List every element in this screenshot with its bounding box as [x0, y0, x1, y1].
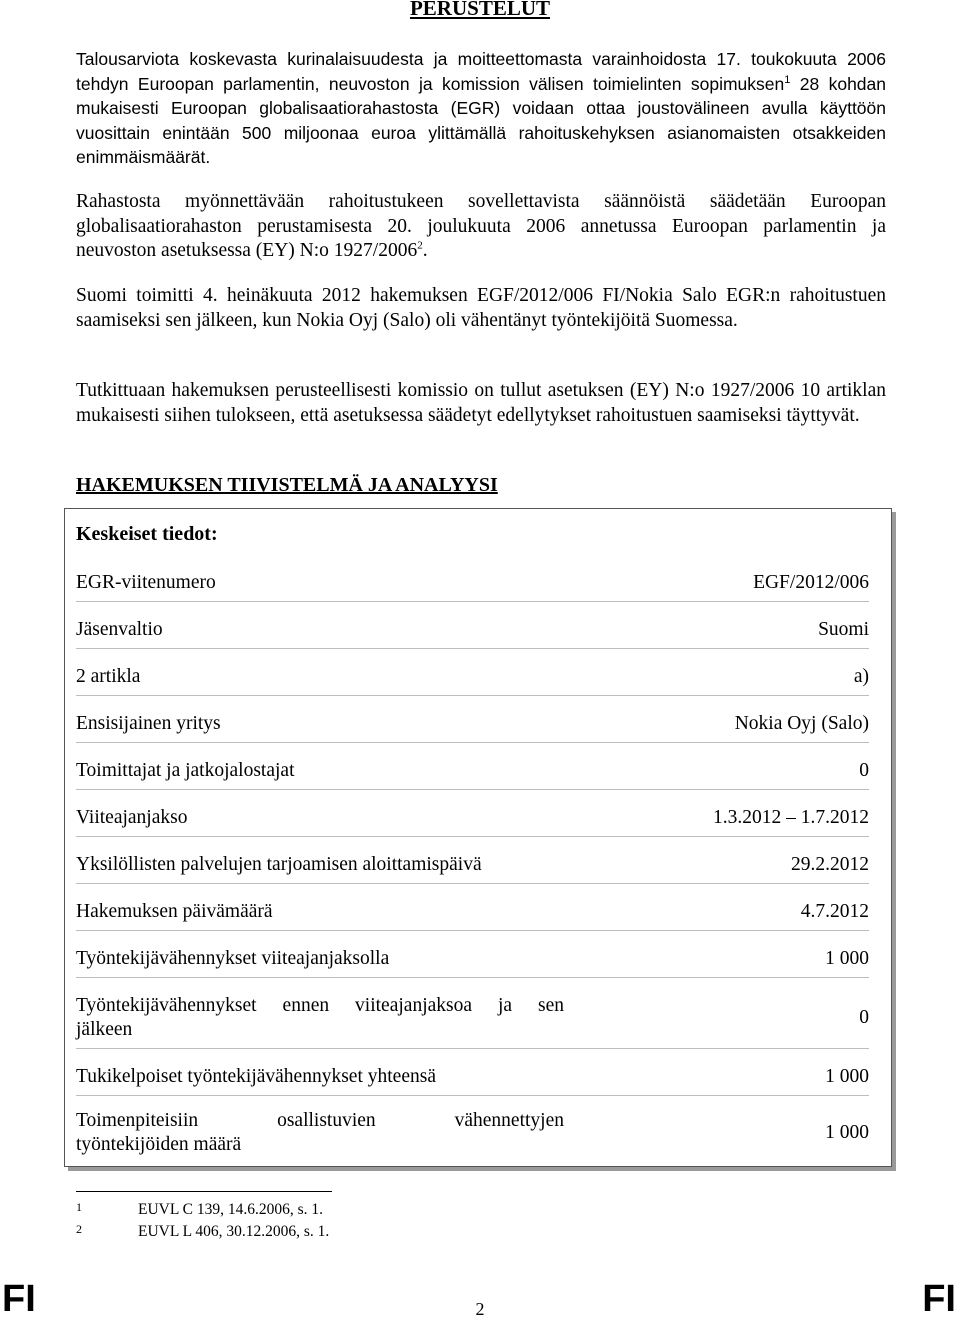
row-value: 29.2.2012: [791, 853, 869, 875]
paragraph-2: [76, 190, 886, 264]
row-value: 1 000: [825, 1121, 869, 1143]
key-info-table: [64, 508, 892, 1167]
table-title: Keskeiset tiedot:: [76, 523, 218, 545]
footnote-ref-2[interactable]: 2: [417, 239, 423, 252]
language-code-left: FI: [2, 1278, 36, 1320]
row-label-line-1: Työntekijävähennykset ennen viiteajanjaksoa ja sen: [76, 994, 564, 1016]
paragraph-2-text: Rahastosta myönnettävään rahoitustukeen sovellettavista säännöistä säädetään Euroopan globalisaatiorahaston perustamisesta 20. joulukuuta 2006 annetussa Euroopan parlamentin ja neuvoston asetuksessa (EY) N:o 1927/2006: [76, 191, 886, 261]
row-label: Työntekijävähennykset viiteajanjaksolla: [76, 947, 390, 969]
table-row: [76, 753, 869, 790]
footnote: [76, 1222, 329, 1241]
row-value: 4.7.2012: [800, 900, 869, 922]
footnote-separator: [76, 1191, 332, 1192]
section-title: HAKEMUKSEN TIIVISTELMÄ JA ANALYYSI: [76, 474, 498, 496]
paragraph-1-text-cont: 28 kohdan mukaisesti Euroopan globalisaatiorahastosta (EGR) voidaan ottaa joustovälineen avulla käyttöön vuosittain enintään 500 miljoonaa euroa ylittämällä rahoituskehyksen asianomaisten otsakkeiden enimmäismäärät.: [76, 73, 886, 167]
table-row: [76, 800, 869, 837]
row-label-line-2: työntekijöiden määrä: [76, 1134, 242, 1155]
table-row: [76, 847, 869, 884]
row-label: Tukikelpoiset työntekijävähennykset yhteensä: [76, 1065, 436, 1087]
paragraph-2-text-cont: .: [422, 240, 428, 261]
row-label: Jäsenvaltio: [76, 618, 163, 640]
table-row: [76, 565, 869, 602]
row-value: Suomi: [818, 618, 869, 640]
table-row: [76, 1059, 869, 1096]
table-row: [76, 1106, 869, 1160]
row-label: Hakemuksen päivämäärä: [76, 900, 273, 922]
paragraph-1-text: Talousarviota koskevasta kurinalaisuudesta ja moitteettomasta varainhoidosta 17. toukokuuta 2006 tehdyn Euroopan parlamentin, neuvoston ja komission välisen toimielinten sopimuksen: [76, 49, 886, 94]
table-row: [76, 988, 869, 1049]
row-label: Yksilöllisten palvelujen tarjoamisen aloittamispäivä: [76, 853, 482, 875]
row-value: 0: [859, 759, 869, 781]
footnote: [76, 1200, 323, 1219]
row-label: [76, 1109, 564, 1158]
paragraph-1: [76, 47, 886, 170]
footnote-text: EUVL L 406, 30.12.2006, s. 1.: [138, 1223, 330, 1240]
row-value: 0: [859, 1006, 869, 1028]
paragraph-3: Suomi toimitti 4. heinäkuuta 2012 hakemuksen EGF/2012/006 FI/Nokia Salo EGR:n rahoitustuen saamiseksi sen jälkeen, kun Nokia Oyj (Salo) oli vähentänyt työntekijöitä Suomessa.: [76, 285, 886, 331]
row-label: Ensisijainen yritys: [76, 712, 221, 734]
table-row: [76, 612, 869, 649]
language-code-right: FI: [922, 1278, 956, 1320]
row-value: 1.3.2012 – 1.7.2012: [713, 806, 869, 828]
table-row: [76, 941, 869, 978]
table-row: [76, 659, 869, 696]
footnote-number: 1: [76, 1200, 82, 1214]
table-row: [76, 706, 869, 743]
row-value: EGF/2012/006: [753, 571, 869, 593]
row-label: 2 artikla: [76, 665, 141, 687]
footnote-text: EUVL C 139, 14.6.2006, s. 1.: [138, 1201, 323, 1218]
footnote-number: 2: [76, 1222, 82, 1236]
footnote-ref-1[interactable]: 1: [784, 73, 791, 86]
row-label: Viiteajanjakso: [76, 806, 188, 828]
row-label: [76, 994, 564, 1043]
row-label: Toimittajat ja jatkojalostajat: [76, 759, 295, 781]
row-value: a): [853, 665, 869, 687]
row-value: 1 000: [825, 1065, 869, 1087]
row-value: Nokia Oyj (Salo): [734, 712, 869, 734]
row-label: EGR-viitenumero: [76, 571, 216, 593]
page-number: 2: [475, 1299, 485, 1319]
row-value: 1 000: [825, 947, 869, 969]
page-heading: PERUSTELUT: [409, 0, 551, 20]
table-row: [76, 894, 869, 931]
row-label-line-2: jälkeen: [76, 1019, 133, 1040]
paragraph-4: Tutkittuaan hakemuksen perusteellisesti komissio on tullut asetuksen (EY) N:o 1927/2006 10 artiklan mukaisesti siihen tulokseen, että asetuksessa säädetyt edellytykset rahoitustuen saamiseksi täyttyvät.: [76, 380, 886, 426]
row-label-line-1: Toimenpiteisiin osallistuvien vähennettyjen: [76, 1109, 564, 1131]
